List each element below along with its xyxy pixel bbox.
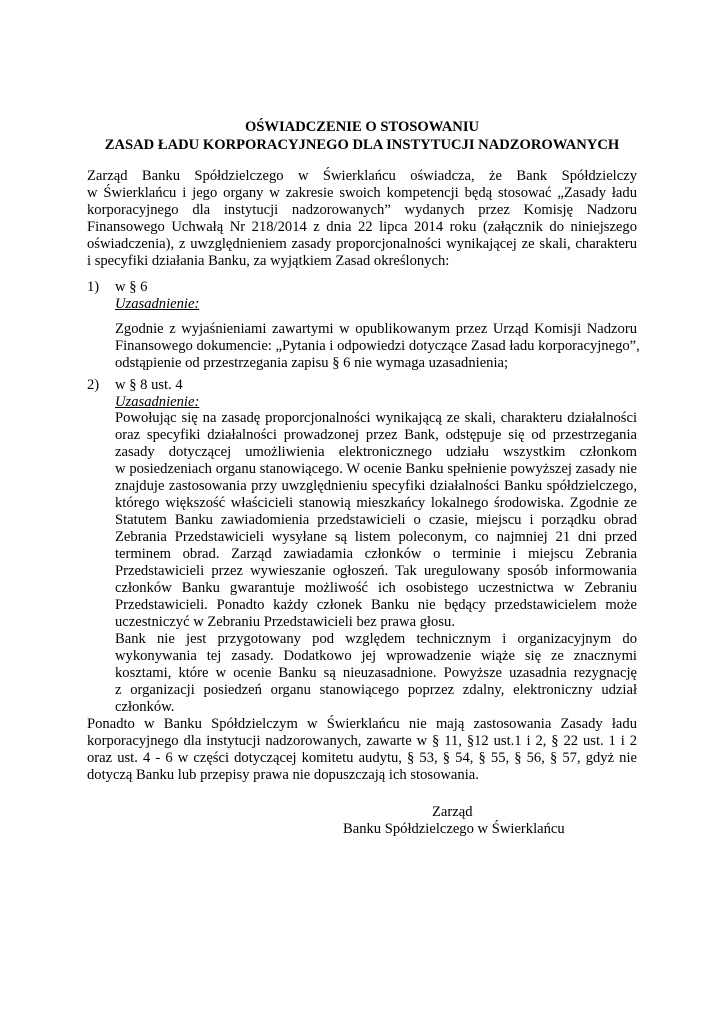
item-2-justification-part-2	[115, 631, 637, 716]
item-2-line: członków.	[115, 699, 175, 715]
item-2-line: Przedstawicieli. Ponadto każdy członek Banku nie będący przedstawicielem może	[115, 597, 637, 613]
closing-line: Ponadto w Banku Spółdzielczym w Świerklańcu nie mają zastosowania Zasady ładu	[87, 716, 637, 732]
item-2-line: uczestniczyć w Zebraniu Przedstawicieli bez prawa głosu.	[115, 614, 455, 630]
closing-line: oraz ust. 4 - 6 w części dotyczącej komitetu audytu, § 53, § 54, § 55, § 56, § 57, gdyż nie	[87, 750, 637, 766]
item-2-line: Bank nie jest przygotowany pod względem technicznym i organizacyjnym do	[115, 631, 637, 647]
intro-line: oświadczenia), z uwzględnieniem zasady proporcjonalności wynikającej ze skali, charakteru	[87, 236, 637, 252]
item-2-line: znajduje zastosowania przy uwzględnieniu specyfiki działalności Banku spółdzielczego,	[115, 478, 637, 494]
item-2-number: 2)	[87, 377, 100, 393]
title-line-2: ZASAD ŁADU KORPORACYJNEGO DLA INSTYTUCJI NADZOROWANYCH	[104, 137, 620, 153]
item-2-line: Zebrania Przedstawicieli wysyłane są listem poleconym, co najmniej 21 dni przed	[115, 529, 637, 545]
closing-line: dotyczą Banku lub przepisy prawa nie dopuszczają ich stosowania.	[87, 767, 479, 783]
signature-line-1: Zarząd	[432, 804, 473, 820]
item-1-justification	[115, 321, 640, 372]
item-2-uzasadnienie-heading: Uzasadnienie:	[115, 394, 200, 410]
closing-line: korporacyjnego dla instytucji nadzorowanych, zawarte w § 11, §12 ust.1 i 2, § 22 ust. 1 i 2	[87, 733, 637, 749]
item-1-line: Zgodnie z wyjaśnieniami zawartymi w opublikowanym przez Urząd Komisji Nadzoru	[115, 321, 637, 337]
item-2-line: w posiedzeniach organu stanowiącego. W ocenie Banku spełnienie powyższej zasady nie	[115, 461, 637, 477]
item-2-line: członków Banku gwarantuje możliwość ich osobistego uczestnictwa w Zebraniu	[115, 580, 637, 596]
item-2-reference: w § 8 ust. 4	[115, 377, 183, 393]
intro-line: i specyfiki działania Banku, za wyjątkiem Zasad określonych:	[87, 253, 450, 269]
item-2-line: kosztami, które w ocenie Banku są nieuzasadnione. Powyższe uzasadnia rezygnację	[115, 665, 637, 681]
signature-line-2: Banku Spółdzielczego w Świerklańcu	[343, 821, 565, 837]
item-2-line: Powołując się na zasadę proporcjonalności wynikającą ze skali, charakteru działalności	[115, 410, 637, 426]
item-2-line: zasady dotyczącej umożliwienia elektronicznego udziału wszystkim członkom	[115, 444, 637, 460]
item-2-line: wykonywania tej zasady. Dodatkowo jej wprowadzenie wiąże się ze znacznymi	[115, 648, 637, 664]
title-line-1: OŚWIADCZENIE O STOSOWANIU	[244, 119, 480, 135]
intro-paragraph	[87, 168, 637, 270]
item-2-line: oraz specyfiki działalności prowadzonej przez Bank, odstępuje się od przestrzegania	[115, 427, 637, 443]
item-2-line: z organizacji posiedzeń organu stanowiącego poprzez zdalny, elektroniczny udział	[115, 682, 637, 698]
intro-line: Finansowego Uchwałą Nr 218/2014 z dnia 22 lipca 2014 roku (załącznik do niniejszego	[87, 219, 637, 235]
item-2-line: Statutem Banku zawiadomienia przedstawicieli o czasie, miejscu i porządku obrad	[115, 512, 637, 528]
item-1-line: odstąpienie od przestrzegania zapisu § 6 nie wymaga uzasadnienia;	[115, 355, 509, 371]
item-2-line: terminem obrad. Zarząd zawiadamia członków o terminie i miejscu Zebrania	[115, 546, 637, 562]
intro-line: korporacyjnego dla instytucji nadzorowanych” wydanych przez Komisję Nadzoru	[87, 202, 637, 218]
intro-line: w Świerklańcu i jego organy w zakresie swoich kompetencji będą stosować „Zasady ładu	[87, 185, 637, 201]
item-2-justification-part-1	[115, 410, 637, 631]
closing-paragraph	[87, 716, 637, 784]
item-2-line: którego większość właścicieli stanowią mieszkańcy lokalnego środowiska. Zgodnie ze	[115, 495, 637, 511]
item-1-uzasadnienie-heading: Uzasadnienie:	[115, 296, 200, 312]
intro-line: Zarząd Banku Spółdzielczego w Świerklańcu oświadcza, że Bank Spółdzielczy	[87, 168, 637, 184]
item-1-number: 1)	[87, 279, 100, 295]
item-2-line: Przedstawicieli przez wywieszanie ogłoszeń. Tak uregulowany sposób informowania	[115, 563, 637, 579]
item-1-line: Finansowego dokumencie: „Pytania i odpowiedzi dotyczące Zasad ładu korporacyjnego”,	[115, 338, 640, 354]
item-1-reference: w § 6	[115, 279, 148, 295]
document-title	[0, 118, 724, 154]
